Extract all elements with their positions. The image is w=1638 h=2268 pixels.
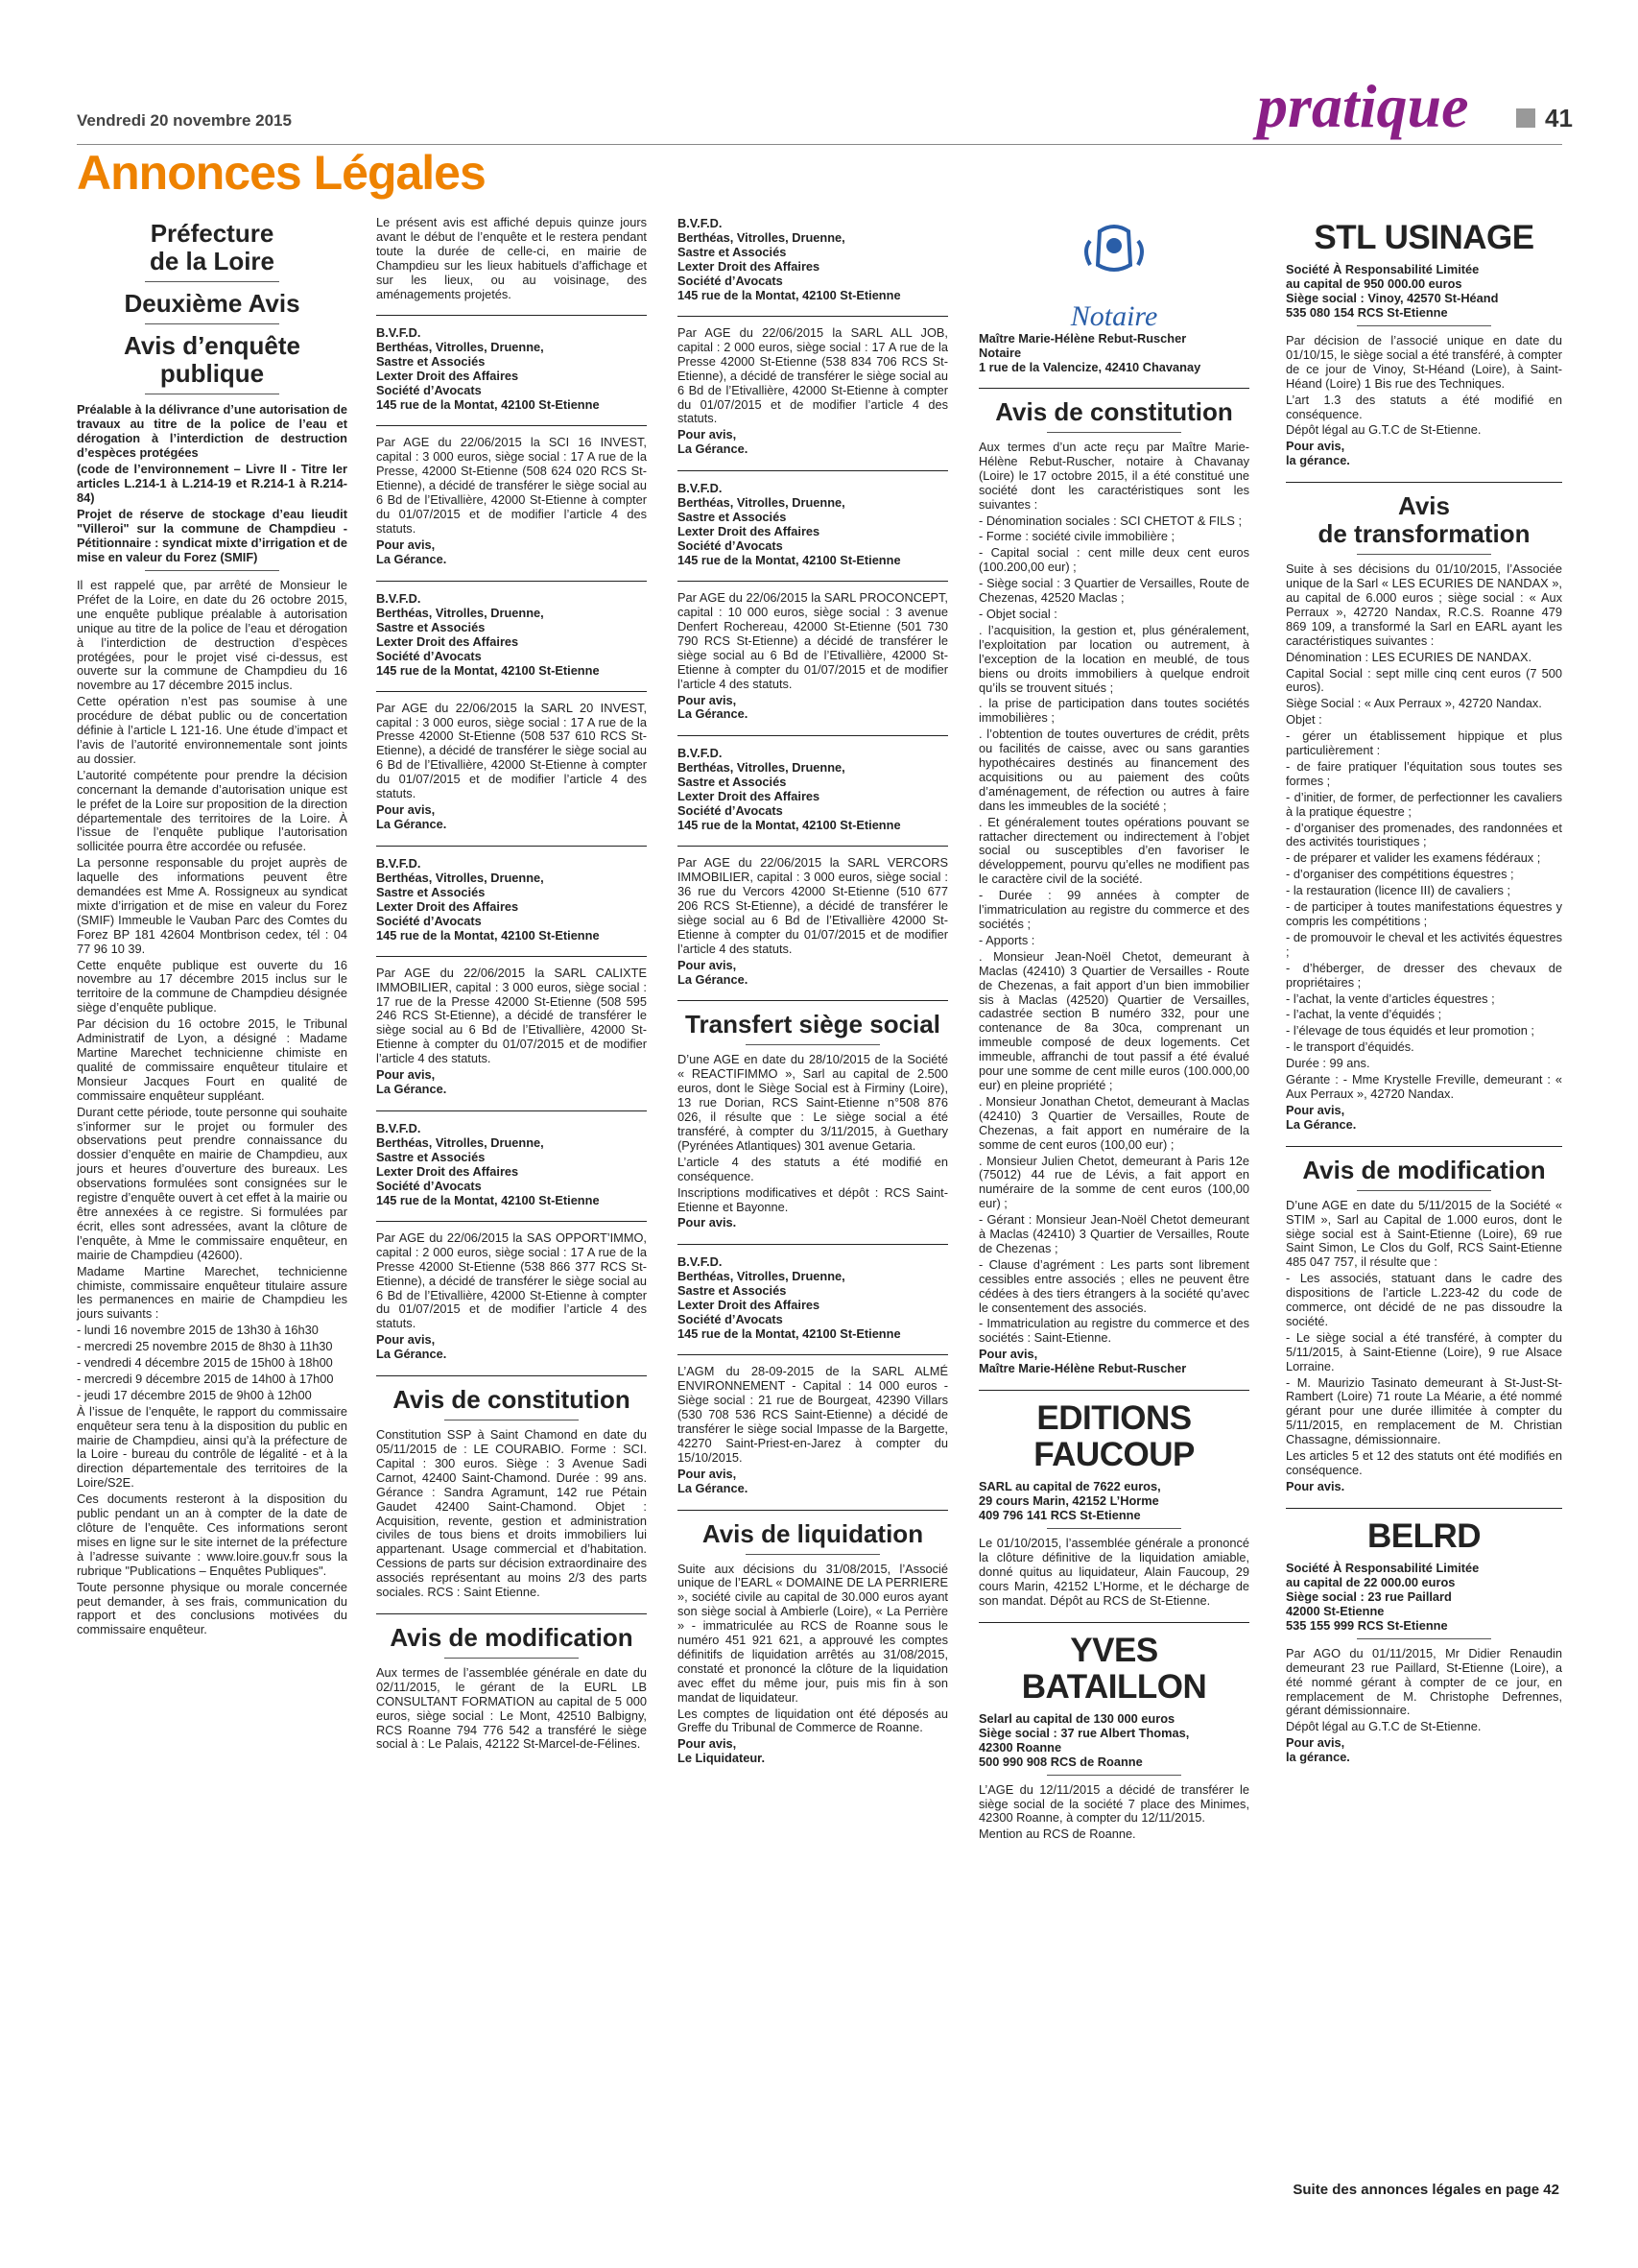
notice-text: Les articles 5 et 12 des statuts ont été modifiés en conséquence.: [1286, 1448, 1562, 1477]
column-1: [77, 216, 347, 1639]
notice-text: - d’organiser des compétitions équestres ;: [1286, 867, 1514, 882]
signature: Pour avis, La Gérance.: [677, 692, 748, 722]
notice-text: Par AGE du 22/06/2015 la SARL 20 INVEST, capital : 3 000 euros, siège social : 17 A rue de la Presse 42000 St-Etienne (508 537 610 RCS St-Etienne), a décidé de transférer le siège social au 6 Bd de l’Etivallière, 42000 St-Etienne à compter du 01/07/2015 et de modifier l’article 4 des statuts.: [376, 700, 647, 801]
notice-text: - Durée : 99 années à compter de l’immatriculation au registre du commerce et des sociétés ;: [979, 888, 1249, 931]
company-info: Société À Responsabilité Limitée au capital de 950 000.00 euros Siège social : Vinoy, 42570 St-Héand 535 080 154 RCS St-Etienne: [1286, 262, 1499, 320]
notice-subtitle-2: Avis d’enquête publique: [124, 331, 300, 388]
date-item: - jeudi 17 décembre 2015 de 9h00 à 12h00: [77, 1387, 312, 1402]
divider: [145, 323, 279, 324]
page-number: 41: [1545, 104, 1573, 132]
divider: [1357, 325, 1491, 326]
notice-text: Par AGE du 22/06/2015 la SARL ALL JOB, capital : 2 000 euros, siège social : 17 A rue de la Presse 42000 St-Etienne (538 834 706 RCS St-Etienne), a décidé de transférer le siège social au 6 Bd de l’Etivallière, 42000 St-Etienne à compter du 01/07/2015 et de modifier l’article 4 des statuts.: [677, 325, 948, 426]
notice-text: D’une AGE en date du 5/11/2015 de la Société « STIM », Sarl au Capital de 1.000 euros, dont le siège social est à Saint-Etienne (Loire), 69 rue Saint Simon, Le Clos du Golf, RCS Saint-Etienne 485 047 757, il résulte que :: [1286, 1197, 1562, 1270]
signature: Pour avis.: [677, 1215, 737, 1230]
notice-text: Par AGE du 22/06/2015 la SAS OPPORT’IMMO, capital : 2 000 euros, siège social : 17 A rue de la Presse 42000 St-Etienne (538 866 377 RCS St-Etienne), a décidé de transférer le siège social au 6 Bd de l’Etivallière, 42000 St-Etienne à compter du 01/07/2015 et de modifier l’article 4 des statuts.: [376, 1229, 647, 1331]
separator: [1286, 482, 1562, 483]
company-info: Société À Responsabilité Limitée au capital de 22 000.00 euros Siège social : 23 rue Paillard 42000 St-Etienne 535 155 999 RCS St-Etienne: [1286, 1560, 1480, 1633]
date-item: - mercredi 25 novembre 2015 de 8h30 à 11h30: [77, 1339, 333, 1354]
divider: [1357, 554, 1491, 555]
date-item: - vendredi 4 décembre 2015 de 15h00 à 18h00: [77, 1355, 333, 1371]
notice-text: . l’acquisition, la gestion et, plus généralement, l’exploitation par location ou autrement, à l’exception de la location en meublé, de tous biens ou droits immobiliers à quelque endroit qu’ils se trouvent situés ;: [979, 622, 1249, 695]
notice-text: . la prise de participation dans toutes sociétés immobilières ;: [979, 696, 1249, 726]
separator: [376, 691, 647, 692]
divider: [746, 1044, 880, 1045]
notice-text: - l’élevage de tous équidés et leur promotion ;: [1286, 1023, 1534, 1039]
separator: [677, 1354, 948, 1355]
date-item: - lundi 16 novembre 2015 de 13h30 à 16h30: [77, 1323, 319, 1338]
notice-text: Gérante : - Mme Krystelle Freville, demeurant : « Aux Perraux », 42720 Nandax.: [1286, 1072, 1562, 1101]
notice-text: L’art 1.3 des statuts a été modifié en conséquence.: [1286, 392, 1562, 421]
notice-text: L’AGE du 12/11/2015 a décidé de transférer le siège social de la société 7 place des Minimes, 42300 Roanne, à compter du 12/11/2015.: [979, 1781, 1249, 1826]
paragraph: Ces documents resteront à la disposition du public pendant un an à compter de la date de clôture de l’enquête. Ces informations seront mises en ligne sur le site internet de la préfecture à l’adresse suivante : www.loire.gouv.fr sous la rubrique "Publications – Enquêtes Publiques".: [77, 1492, 347, 1578]
notice-text: Le 01/10/2015, l’assemblée générale a prononcé la clôture définitive de la liquidation amiable, donné quitus au liquidateur, Alain Faucoup, 29 cours Marin, 42152 L’Horme, et le décharge de son mandat. Dépôt au RCS de St-Etienne.: [979, 1536, 1249, 1608]
divider: [1357, 1190, 1491, 1191]
separator: [677, 735, 948, 736]
section-heading: Avis de constitution: [995, 397, 1233, 426]
notice-text: . Et généralement toutes opérations pouvant se rattacher directement ou indirectement à l’objet social ou susceptibles d’en favoriser le développement, pourvu qu’elles ne modifient pas le caractère civil de la société.: [979, 814, 1249, 887]
separator: [979, 1390, 1249, 1391]
notice-text: Inscriptions modificatives et dépôt : RCS Saint-Etienne et Bayonne.: [677, 1184, 948, 1214]
paragraph: À l’issue de l’enquête, le rapport du commissaire enquêteur sera tenu à la disposition du public en mairie de Champdieu, ainsi qu’à la préfecture de la Loire - bureau du contrôle de légalité - et à la direction départementale des territoires de la Loire/S2E.: [77, 1403, 347, 1491]
notice-text: - Clause d’agrément : Les parts sont librement cessibles entre associés ; elles ne peuvent être cédées à des tiers étrangers à la société qu’avec le consentement des associés.: [979, 1256, 1249, 1315]
paragraph: Toute personne physique ou morale concernée peut demander, à ses frais, communication du rapport et des conclusions motivées du commissaire enquêteur.: [77, 1579, 347, 1637]
notice-text: - de faire pratiquer l’équitation sous toutes ses formes ;: [1286, 758, 1562, 788]
separator: [376, 425, 647, 426]
notaire-logo: [1042, 222, 1186, 332]
signature: Pour avis, Le Liquidateur.: [677, 1736, 766, 1766]
notice-text: Durée : 99 ans.: [1286, 1056, 1370, 1071]
rubric-banner: Annonces Légales: [77, 146, 486, 200]
notice-text: Dépôt légal au G.T.C de St-Etienne.: [1286, 422, 1482, 438]
notice-text: Dépôt légal au G.T.C de St-Etienne.: [1286, 1719, 1482, 1734]
notice-text: - de participer à toutes manifestations équestres y compris les compétitions ;: [1286, 899, 1562, 928]
signature: Pour avis.: [1286, 1478, 1345, 1493]
divider: [1357, 1638, 1491, 1639]
paragraph: L’autorité compétente pour prendre la décision concernant la demande d’autorisation unique est le préfet de la Loire sur proposition de la direction départementale des territoires de la Loire. À l’issue de l’enquête publique l’autorisation sollicitée pourra être accordée ou refusée.: [77, 767, 347, 854]
notice-text: - gérer un établissement hippique et plus particulièrement :: [1286, 728, 1562, 758]
section-heading: Avis de modification: [1302, 1155, 1546, 1184]
notice-text: Par AGE du 22/06/2015 la SARL CALIXTE IMMOBILIER, capital : 3 000 euros, siège social : 17 rue de la Presse 42000 St-Etienne (508 595 246 RCS St-Etienne), a décidé de transférer le siège social au 6 Bd de l’Etivallière, 42000 St-Etienne à compter du 01/07/2015 et de modifier l’article 4 des statuts.: [376, 965, 647, 1066]
signature: Pour avis, La Gérance.: [376, 1067, 447, 1096]
divider: [145, 281, 279, 282]
section-heading: Transfert siège social: [685, 1010, 940, 1039]
signature: Pour avis, Maître Marie-Hélène Rebut-Ruscher: [979, 1347, 1187, 1376]
separator: [376, 1110, 647, 1111]
divider: [1047, 1528, 1181, 1529]
section-heading: Avis de liquidation: [701, 1518, 924, 1548]
notice-text: Capital Social : sept mille cinq cent euros (7 500 euros).: [1286, 665, 1562, 695]
signature: Pour avis, La Gérance.: [677, 427, 748, 457]
notice-text: - Gérant : Monsieur Jean-Noël Chetot demeurant à Maclas (42410) 3 Quartier de Versailles, Route de Chezenas ;: [979, 1212, 1249, 1255]
notice-text: Par AGE du 22/06/2015 la SCI 16 INVEST, capital : 3 000 euros, siège social : 17 A rue de la Presse, 42000 St-Etienne (508 624 020 RCS St-Etienne), a décidé de transférer le siège social au 6 Bd de l’Etivallière, 42000 St-Etienne à compter du 01/07/2015 et de modifier l’article 4 des statuts.: [376, 435, 647, 536]
notice-text: - Apports :: [979, 932, 1035, 947]
signature: Pour avis, La Gérance.: [376, 1332, 447, 1362]
separator: [979, 1622, 1249, 1623]
separator: [376, 846, 647, 847]
notice-text: . l’obtention de toutes ouvertures de crédit, prêts ou facilités de caisse, avec ou sans garanties hypothécaires destinés au financement des acquisitions ou au paiement des coûts d’aménagement, de réfection ou autres à faire dans les immeubles de la société ;: [979, 727, 1249, 813]
separator: [677, 470, 948, 471]
notice-text: Suite aux décisions du 31/08/2015, l’Associé unique de l’EARL « DOMAINE DE LA PERRIERE », société civile au capital de 30.000 euros ayant son siège social à Ambierle (Loire), « La Perrière » - immatriculée au RCS de Roanne sous le numéro 451 921 621, a approuvé les comptes définitifs de liquidation arrêtés au 31/08/2015, constaté et prononcé la clôture de la liquidation avec effet du même jour, puis mis fin à son mandat de liquidateur.: [677, 1561, 948, 1705]
page-marker-square: [1516, 108, 1535, 128]
paragraph: Cette enquête publique est ouverte du 16 novembre au 17 décembre 2015 inclus sur le territoire de la commune de Champdieu désignée siège d’enquête publique.: [77, 957, 347, 1015]
company-info: SARL au capital de 7622 euros, 29 cours Marin, 42152 L’Horme 409 796 141 RCS St-Etienne: [979, 1479, 1161, 1523]
notice-text: Par AGE du 22/06/2015 la SARL PROCONCEPT, capital : 10 000 euros, siège social : 3 avenue Denfert Rochereau, 42000 St-Etienne (501 730 790 RCS St-Etienne) a décidé de transférer le siège social au 6 Bd de l’Etivallière, 42000 St-Etienne à compter du 01/07/2015 et de modifier l’article 4 des statuts.: [677, 590, 948, 691]
law-firm: B.V.F.D. Berthéas, Vitrolles, Druenne, Sastre et Associés Lexter Droit des Affaires Société d’Avocats 145 rue de la Montat, 42100 St-Etienne: [376, 855, 600, 943]
notice-text: - d’héberger, de dresser des chevaux de propriétaires ;: [1286, 960, 1562, 990]
notice-text: Objet :: [1286, 712, 1322, 728]
separator: [1286, 1146, 1562, 1147]
notice-text: Mention au RCS de Roanne.: [979, 1826, 1136, 1842]
notice-text: Par AGE du 22/06/2015 la SARL VERCORS IMMOBILIER, capital : 3 000 euros, siège social : 36 rue du Vercors 42000 St-Etienne (510 677 206 RCS St-Etienne), a décidé de transférer le siège social au 6 Bd de l’Etivallière 42000 St-Etienne à compter du 01/07/2015 et de modifier l’article 4 des statuts.: [677, 855, 948, 956]
notice-text: - Siège social : 3 Quartier de Versailles, Route de Chezenas, 42520 Maclas ;: [979, 576, 1249, 606]
notaire-logo-text: Notaire: [1070, 299, 1158, 332]
header-rule: [77, 144, 1562, 145]
notice-text: Par décision de l’associé unique en date du 01/10/15, le siège social a été transféré, à compter de ce jour de Vinoy, St-Héand (Loire), à Saint-Héand (Loire) 1 Bis rue des Techniques.: [1286, 333, 1562, 391]
separator: [677, 1244, 948, 1245]
notice-text: - d’initier, de former, de perfectionner les cavaliers à la pratique équestre ;: [1286, 789, 1562, 819]
paragraph: Madame Martine Marechet, technicienne chimiste, commissaire enquêteur titulaire assure les permanences en mairie de Champdieu les jours suivants :: [77, 1263, 347, 1322]
company-heading: BELRD: [1366, 1516, 1482, 1555]
notice-text: Siège Social : « Aux Perraux », 42720 Nandax.: [1286, 696, 1542, 711]
code-ref: (code de l’environnement – Livre II - Titre Ier articles L.214-1 à L.214-19 et R.214-1 à R.214-84): [77, 462, 347, 505]
notice-subtitle: Deuxième Avis: [124, 289, 300, 318]
law-firm: B.V.F.D. Berthéas, Vitrolles, Druenne, Sastre et Associés Lexter Droit des Affaires Société d’Avocats 145 rue de la Montat, 42100 St-Etienne: [376, 325, 600, 413]
notice-text: - l’achat, la vente d’équidés ;: [1286, 1007, 1442, 1022]
company-heading: EDITIONS FAUCOUP: [1033, 1399, 1195, 1474]
notice-text: Les comptes de liquidation ont été déposés au Greffe du Tribunal de Commerce de Roanne.: [677, 1706, 948, 1735]
issue-date: Vendredi 20 novembre 2015: [77, 111, 292, 130]
notice-text: . Monsieur Julien Chetot, demeurant à Paris 12e (75012) 44 rue de Lévis, a fait apport en numéraire de la somme de cent euros (100,00 eur) ;: [979, 1153, 1249, 1211]
law-firm: B.V.F.D. Berthéas, Vitrolles, Druenne, Sastre et Associés Lexter Droit des Affaires Société d’Avocats 145 rue de la Montat, 42100 St-Etienne: [376, 590, 600, 678]
signature: Pour avis, La Gérance.: [677, 957, 748, 987]
signature: Pour avis, La Gérance.: [376, 537, 447, 566]
notice-text: - Objet social :: [979, 606, 1057, 621]
separator: [376, 1613, 647, 1614]
date-item: - mercredi 9 décembre 2015 de 14h00 à 17h00: [77, 1371, 334, 1386]
notice-text: Dénomination : LES ECURIES DE NANDAX.: [1286, 649, 1532, 664]
column-3: [677, 216, 948, 1768]
law-firm: B.V.F.D. Berthéas, Vitrolles, Druenne, Sastre et Associés Lexter Droit des Affaires Société d’Avocats 145 rue de la Montat, 42100 St-Etienne: [677, 481, 901, 568]
notice-title: Préfecture de la Loire: [149, 219, 275, 275]
company-heading: YVES BATAILLON: [1021, 1631, 1207, 1706]
notice-text: D’une AGE en date du 28/10/2015 de la Société « REACTIFIMMO », Sarl au capital de 2.500 euros, dont le Siège Social est à Firminy (Loire), 13 rue Dorian, RCS Saint-Etienne n°508 876 026, il résulte que : Le siège social a été transféré, à compter du 3/11/2015, à Guethary (Pyrénées Atlantiques) 301 avenue Getaria.: [677, 1052, 948, 1153]
notice-text: - la restauration (licence III) de cavaliers ;: [1286, 883, 1510, 898]
separator: [677, 846, 948, 847]
divider: [444, 1658, 579, 1659]
notice-text: Suite à ses décisions du 01/10/2015, l’Associée unique de la Sarl « LES ECURIES DE NANDAX », au capital de 6.000 euros ; siège social : « Aux Perraux », 42720 Nandax, R.C.S. Roanne 479 869 109, a transformé la Sarl en EARL ayant les caractéristiques suivantes :: [1286, 561, 1562, 648]
divider: [746, 1554, 880, 1555]
notaire-emblem-icon: [1042, 222, 1186, 298]
continuation-note: Suite des annonces légales en page 42: [1293, 2182, 1559, 2198]
notice-text: - Immatriculation au registre du commerce et des sociétés : Saint-Etienne.: [979, 1316, 1249, 1346]
column-2: [376, 216, 647, 1754]
separator: [376, 315, 647, 316]
notice-text: . Monsieur Jean-Noël Chetot, demeurant à Maclas (42410) 3 Quartier de Versailles - Route de Chezenas, a fait apport d’un bien immobilier sis à Maclas (42520) Quartier de Versailles, cadastrée section B numéro 332, pour une contenance de 8a 30ca, comprenant un immeuble composé de deux logements. Cet immeuble, affranchi de tout passif a été évalué pour une somme de cent mille euros (100.000,00 eur) en pleine propriété ;: [979, 948, 1249, 1092]
law-firm: B.V.F.D. Berthéas, Vitrolles, Druenne, Sastre et Associés Lexter Droit des Affaires Société d’Avocats 145 rue de la Montat, 42100 St-Etienne: [677, 1254, 901, 1342]
separator: [376, 1221, 647, 1222]
column-4: [979, 216, 1249, 1844]
lead-text: Préalable à la délivrance d’une autorisation de travaux au titre de la police de l’eau et dérogation à l’interdiction de destruction d’espèces protégées: [77, 402, 347, 460]
paragraph: Durant cette période, toute personne qui souhaite s’informer sur le projet ou formuler des observations peut prendre connaissance du dossier d’enquête en mairie de Champdieu, aux jours et heures d’ouverture des bureaux. Les observations formulées sont consignées sur le registre d’enquête ouvert à cet effet à la mairie ou être annexées à ce registre. Si formulées par écrit, elles sont adressées, avant la clôture de l’enquête, à Mme le commissaire enquêteur, en mairie de Champdieu (42600).: [77, 1104, 347, 1262]
column-5: [1286, 216, 1562, 1767]
separator: [677, 316, 948, 317]
notice-text: Aux termes d’un acte reçu par Maître Marie-Hélène Rebut-Ruscher, notaire à Chavanay (Loire) le 17 octobre 2015, il a été constitué une société dont les caractéristiques sont les suivantes :: [979, 440, 1249, 512]
law-firm: B.V.F.D. Berthéas, Vitrolles, Druenne, Sastre et Associés Lexter Droit des Affaires Société d’Avocats 145 rue de la Montat, 42100 St-Etienne: [677, 216, 901, 302]
separator: [376, 581, 647, 582]
law-firm: B.V.F.D. Berthéas, Vitrolles, Druenne, Sastre et Associés Lexter Droit des Affaires Société d’Avocats 145 rue de la Montat, 42100 St-Etienne: [677, 746, 901, 833]
notice-text: - le transport d’équidés.: [1286, 1039, 1414, 1055]
notice-text: - Le siège social a été transféré, à compter du 5/11/2015, à Saint-Etienne (Loire), 9 rue Alsace Lorraine.: [1286, 1329, 1562, 1373]
paragraph: Par décision du 16 octobre 2015, le Tribunal Administratif de Lyon, a désigné : Madame Martine Marechet technicienne chimiste en qualité de commissaire enquêteur titulaire et Monsieur Jacques Fourt en qualité de commissaire enquêteur suppléant.: [77, 1016, 347, 1103]
notice-text: Par AGO du 01/11/2015, Mr Didier Renaudin demeurant 23 rue Paillard, St-Etienne (Loire), a été nommé gérant à compter de ce jour, en remplacement de M. Christophe Defrennes, gérant démissionnaire.: [1286, 1645, 1562, 1718]
law-firm: B.V.F.D. Berthéas, Vitrolles, Druenne, Sastre et Associés Lexter Droit des Affaires Société d’Avocats 145 rue de la Montat, 42100 St-Etienne: [376, 1120, 600, 1207]
signature: Pour avis, La Gérance.: [376, 801, 447, 831]
notice-text: - M. Maurizio Tasinato demeurant à St-Just-St-Rambert (Loire) 71 route La Méarie, a été nommé gérant pour une durée illimitée à compter du 5/11/2015, en remplacement de M. Christian Chassagne, démissionnaire.: [1286, 1374, 1562, 1447]
notice-text: Constitution SSP à Saint Chamond en date du 05/11/2015 de : LE COURABIO. Forme : SCI. Capital : 300 euros. Siège : 3 Avenue Sadi Carnot, 42400 Saint-Chamond. Durée : 99 ans. Gérance : Sandra Agramunt, 142 rue Pétain Gaudet 42400 Saint-Chamond. Objet : Acquisition, revente, gestion et administration civiles de tous biens et droits immobiliers lui appartenant. Usage commercial et d’habitation. Cessions de parts sur décision extraordinaire des associés représentant au moins 2/3 des parts sociales. RCS : Saint Etienne.: [376, 1427, 647, 1600]
notice-text: - Les associés, statuant dans le cadre des dispositions de l’article L.223-42 du code de commerce, ont décidé de ne pas dissoudre la société.: [1286, 1271, 1562, 1328]
separator: [677, 1000, 948, 1001]
notice-text: - de promouvoir le cheval et les activités équestres ;: [1286, 929, 1562, 959]
separator: [677, 1510, 948, 1511]
paragraph: Le présent avis est affiché depuis quinze jours avant le début de l’enquête et le restera pendant toute la durée de celle-ci, en mairie de Champdieu sur les lieux habituels d’affichage et sur les lieux, ou au voisinage, des aménagements projetés.: [376, 215, 647, 301]
divider: [145, 570, 279, 571]
separator: [376, 1375, 647, 1376]
notice-text: - l’achat, la vente d’articles équestres ;: [1286, 991, 1495, 1006]
section-heading: Avis de transformation: [1318, 491, 1531, 549]
signature: Pour avis, la gérance.: [1286, 1735, 1350, 1765]
section-heading: Avis de constitution: [392, 1385, 630, 1415]
paragraph: Il est rappelé que, par arrêté de Monsieur le Préfet de la Loire, en date du 26 octobre 2015, une enquête publique préalable à autorisation unique au titre de la police de l’eau et dérogation à l’interdiction de destruction d’espèces protégées, pour le projet visé ci-dessus, est ouverte sur la commune de Champdieu du 16 novembre au 17 décembre 2015 inclus.: [77, 578, 347, 693]
paragraph: La personne responsable du projet auprès de laquelle des informations peuvent être demandées est Mme A. Rossigneux au syndicat mixte d’irrigation et de mise en valeur du Forez (SMIF) Immeuble le Vauban Parc des Comtes du Forez BP 181 42604 Montbrison cedex, tél : 04 77 96 10 39.: [77, 855, 347, 956]
separator: [376, 956, 647, 957]
notice-text: L’article 4 des statuts a été modifié en conséquence.: [677, 1154, 948, 1183]
section-title: pratique: [1257, 72, 1469, 140]
section-heading: Avis de modification: [390, 1622, 633, 1652]
notice-text: . Monsieur Jonathan Chetot, demeurant à Maclas (42410) 3 Quartier de Versailles, Route de Chezenas, a fait apport en numéraire de la somme de cent euros (100,00 eur) ;: [979, 1093, 1249, 1152]
notice-text: - Capital social : cent mille deux cent euros (100.200,00 eur) ;: [979, 545, 1249, 575]
project-text: Projet de réserve de stockage d’eau lieudit "Villeroi" sur la commune de Champdieu - Pétitionnaire : syndicat mixte d’irrigation et de mise en valeur du Forez (SMIF): [77, 507, 347, 564]
divider: [1047, 432, 1181, 433]
notice-text: - de préparer et valider les examens fédéraux ;: [1286, 850, 1541, 866]
separator: [979, 388, 1249, 389]
divider: [1047, 1775, 1181, 1776]
signature: Pour avis, la gérance.: [1286, 439, 1350, 468]
signature: Pour avis, La Gérance.: [1286, 1102, 1357, 1132]
paragraph: Cette opération n’est pas soumise à une procédure de débat public ou de concertation définie à l’article L 121-16. Une étude d’impact et l’avis de l’autorité environnementale sont joints au dossier.: [77, 694, 347, 766]
company-info: Selarl au capital de 130 000 euros Siège social : 37 rue Albert Thomas, 42300 Roanne 500 990 908 RCS de Roanne: [979, 1710, 1190, 1769]
notice-text: L’AGM du 28-09-2015 de la SARL ALMÉ ENVIRONNEMENT - Capital : 14 000 euros - Siège social : 21 rue de Bourgeat, 42390 Villars (530 708 536 RCS Saint-Etienne) a décidé de transférer le siège social Impasse de la Bargette, 42270 Saint-Priest-en-Jarez à compter du 15/10/2015.: [677, 1364, 948, 1465]
notice-text: - d’organiser des promenades, des randonnées et des activités touristiques ;: [1286, 820, 1562, 849]
signature: Pour avis, La Gérance.: [677, 1466, 748, 1495]
notice-text: Aux termes de l’assemblée générale en date du 02/11/2015, le gérant de la EURL LB CONSULTANT FORMATION au capital de 5 000 euros, siège social : Le Mont, 42510 Balbigny, RCS Roanne 794 776 542 a transféré le siège social à : Le Palais, 42122 St-Marcel-de-Félines.: [376, 1664, 647, 1752]
separator: [677, 581, 948, 582]
notary-info: Maître Marie-Hélène Rebut-Ruscher Notaire 1 rue de la Valencize, 42410 Chavanay: [979, 331, 1201, 374]
company-heading: STL USINAGE: [1314, 219, 1534, 256]
notice-text: - Dénomination sociales : SCI CHETOT & FILS ;: [979, 513, 1243, 528]
notice-text: - Forme : société civile immobilière ;: [979, 529, 1175, 544]
separator: [1286, 1508, 1562, 1509]
